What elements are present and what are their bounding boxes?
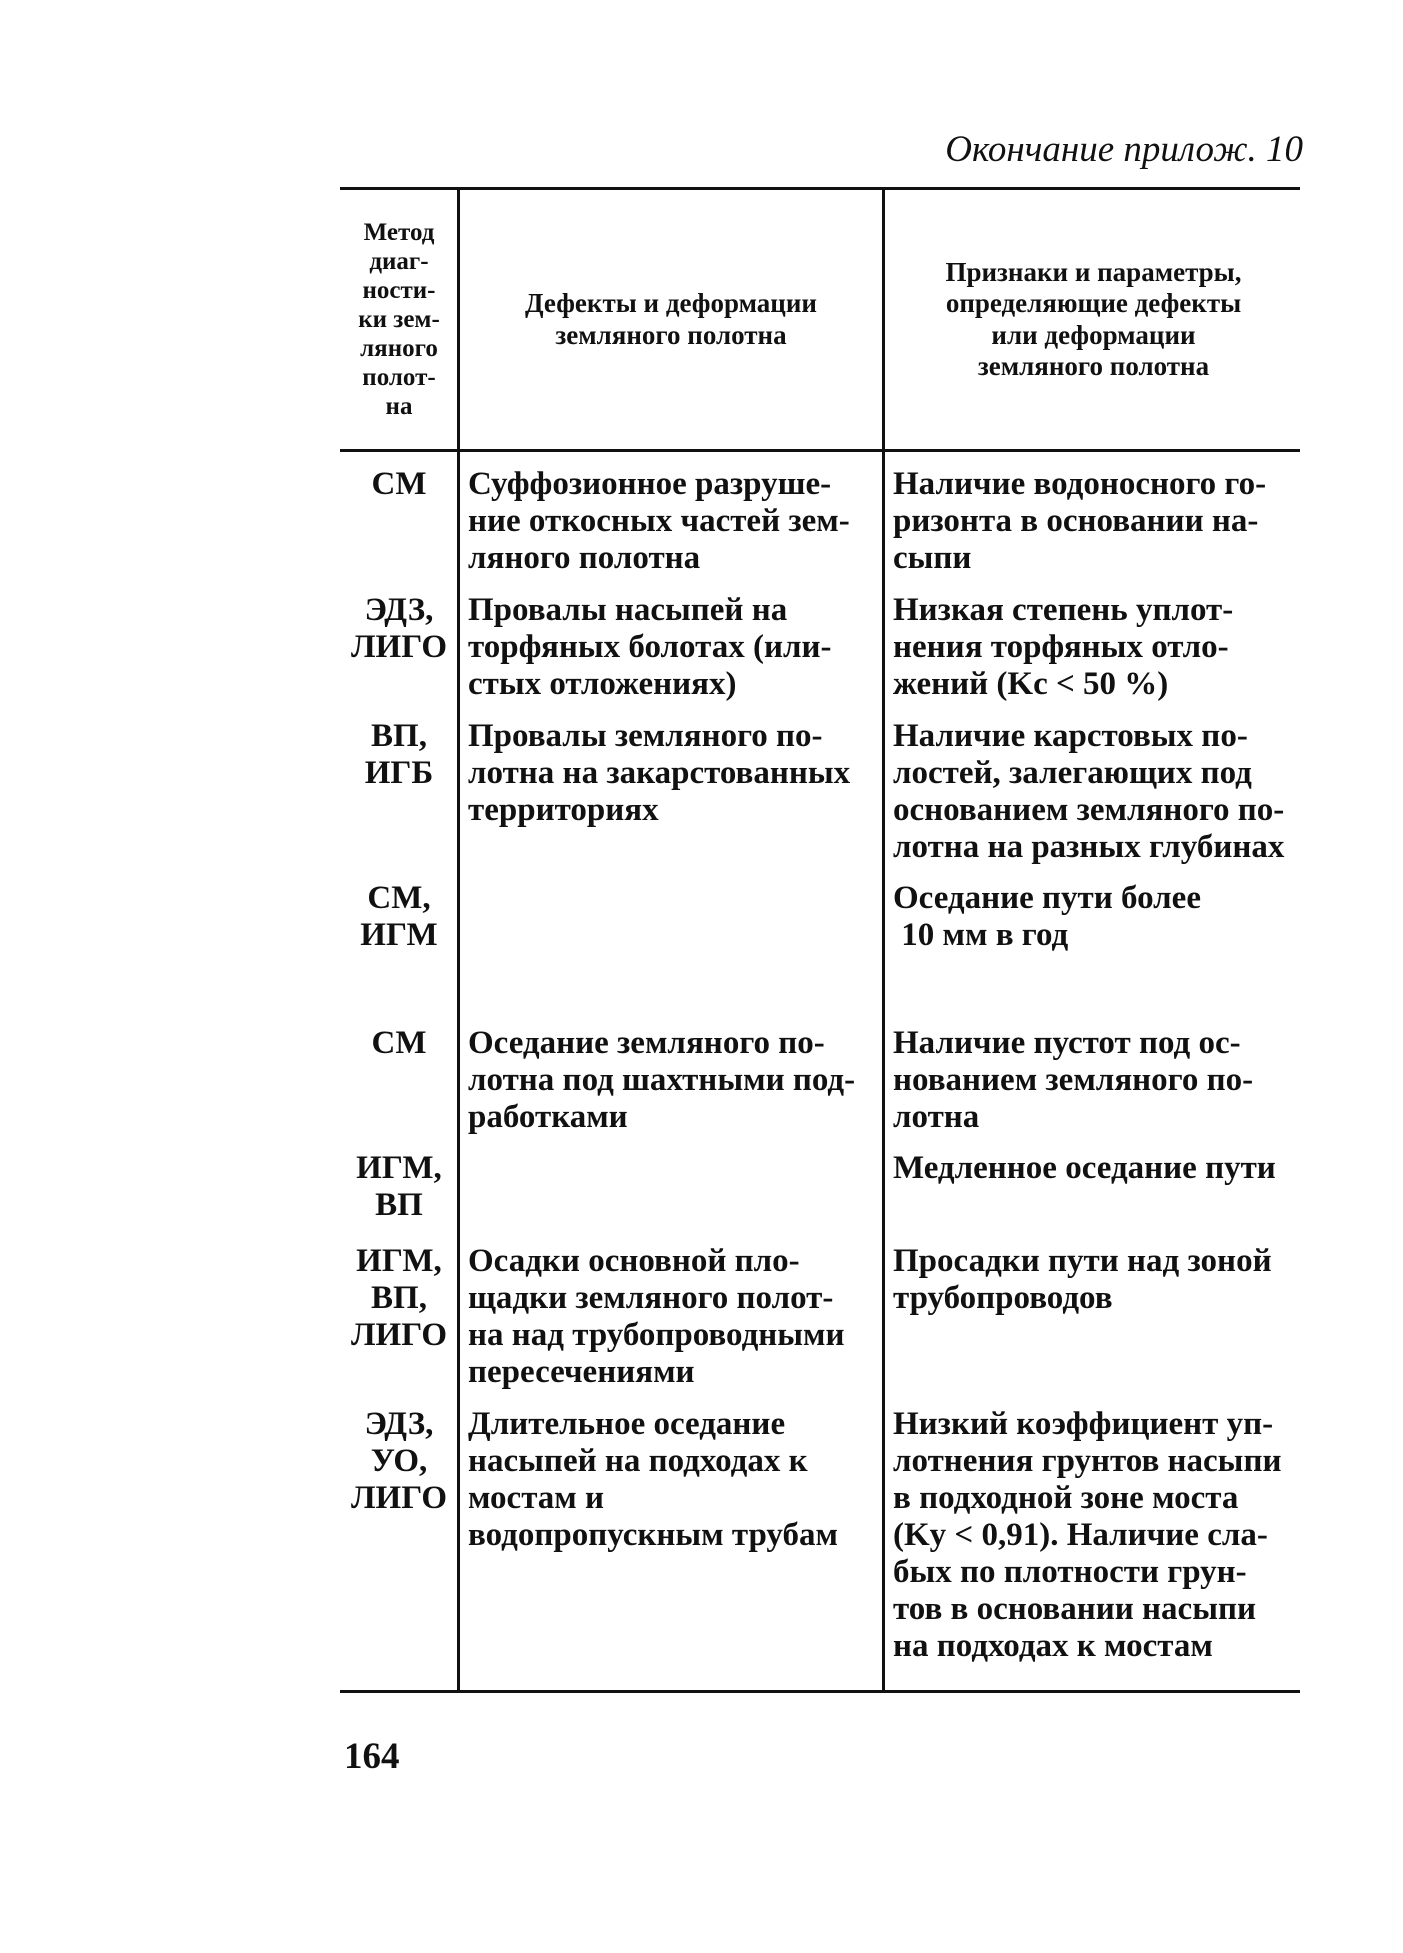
- row-2-sign: Низкая степень уплот- нения торфяных отло- жений (Kс < 50 %): [893, 592, 1234, 702]
- page-number: 164: [344, 1736, 400, 1777]
- header-defects: Дефекты и деформации земляного полотна: [525, 288, 817, 350]
- header-method: Метод диаг- ности- ки зем- ляного полот- на: [358, 219, 440, 420]
- row-3-defect: Провалы земляного по- лотна на закарстованных территориях: [468, 718, 851, 828]
- row-6-method: ИГМ, ВП: [356, 1150, 442, 1223]
- row-1-method: СМ: [371, 466, 427, 502]
- row-5-method: СМ: [371, 1025, 427, 1061]
- page-caption: Окончание прилож. 10: [945, 129, 1303, 170]
- row-2-method: ЭДЗ, ЛИГО: [350, 592, 448, 665]
- row-8-sign: Низкий коэффициент уп- лотнения грунтов насыпи в подходной зоне моста (Kу < 0,91). Наличие сла- бых по плотности грун- тов в основании насыпи на подходах к мостам: [893, 1406, 1282, 1664]
- row-7-defect: Осадки основной пло- щадки земляного полот- на над трубопроводными пересечениями: [468, 1243, 845, 1390]
- row-6-sign: Медленное оседание пути: [893, 1150, 1276, 1186]
- row-3-method: ВП, ИГБ: [364, 718, 434, 791]
- header-bottom-rule: [340, 449, 1300, 452]
- row-5-defect: Оседание земляного по- лотна под шахтными под- работками: [468, 1025, 856, 1135]
- row-1-defect: Суффозионное разруше- ние откосных частей зем- ляного полотна: [468, 466, 850, 576]
- header-signs: Признаки и параметры, определяющие дефекты или деформации земляного полотна: [945, 256, 1242, 381]
- row-1-sign: Наличие водоносного го- ризонта в основании на- сыпи: [893, 466, 1267, 576]
- row-5-sign: Наличие пустот под ос- нованием земляного по- лотна: [893, 1025, 1254, 1135]
- row-8-defect: Длительное оседание насыпей на подходах к мостам и водопропускным трубам: [468, 1406, 838, 1553]
- row-2-defect: Провалы насыпей на торфяных болотах (или- стых отложениях): [468, 592, 832, 702]
- row-8-method: ЭДЗ, УО, ЛИГО: [350, 1406, 448, 1516]
- row-7-method: ИГМ, ВП, ЛИГО: [350, 1243, 448, 1353]
- table-bottom-rule: [340, 1690, 1300, 1693]
- row-7-sign: Просадки пути над зоной трубопроводов: [893, 1243, 1272, 1316]
- row-4-sign: Оседание пути более 10 мм в год: [893, 880, 1201, 953]
- column-divider: [457, 187, 460, 1693]
- row-3-sign: Наличие карстовых по- лостей, залегающих под основанием земляного по- лотна на разных глубинах: [893, 718, 1285, 865]
- row-4-method: СМ, ИГМ: [360, 880, 438, 953]
